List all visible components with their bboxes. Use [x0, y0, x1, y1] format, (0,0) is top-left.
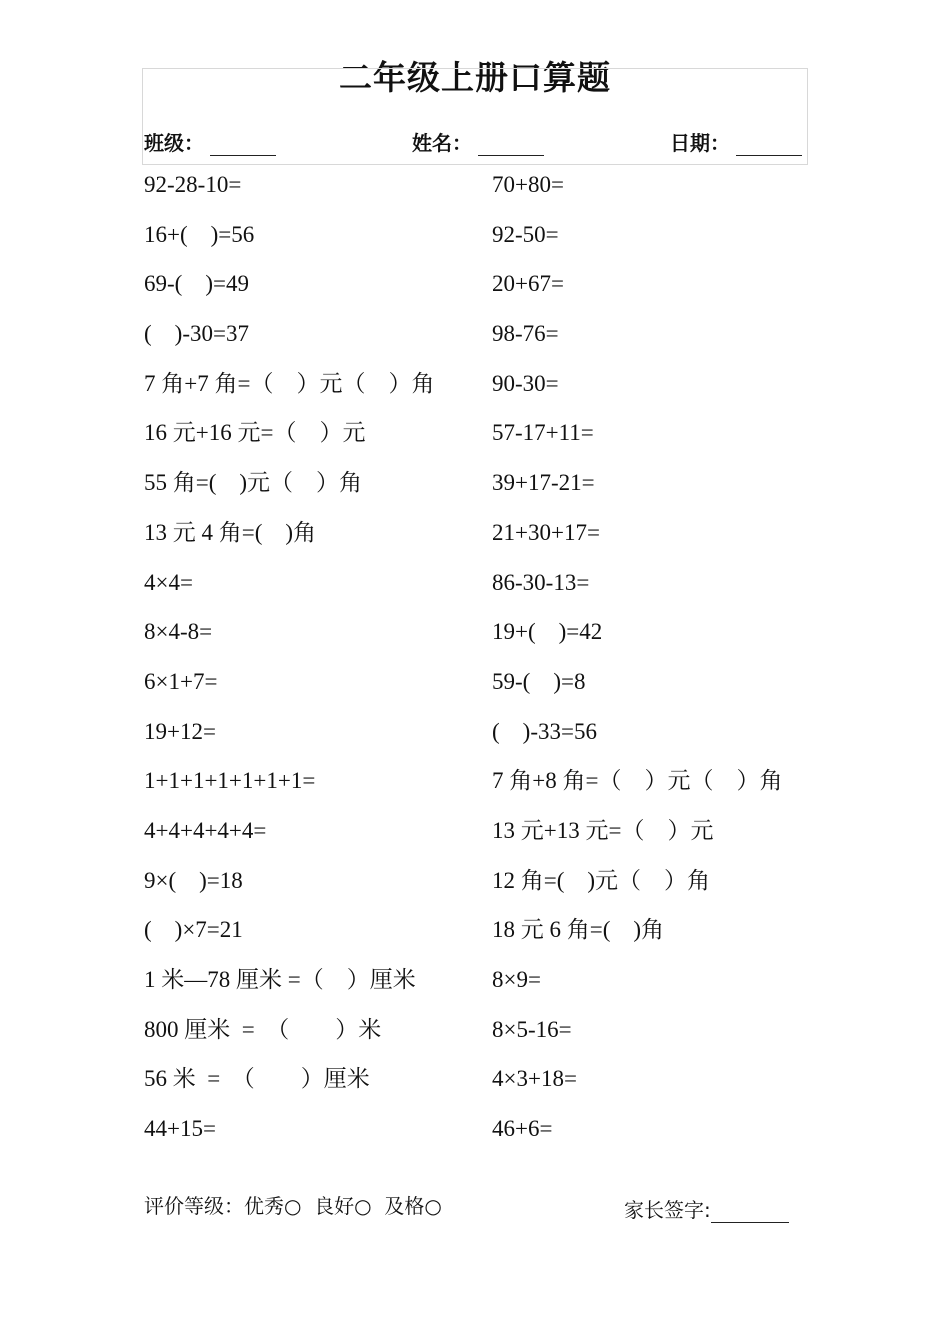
date-blank[interactable]	[736, 125, 802, 156]
class-blank[interactable]	[210, 125, 276, 156]
problem-right-16: 18 元 6 角=( )角	[492, 917, 665, 943]
problem-left-4: ( )-30=37	[144, 321, 249, 347]
signature-blank[interactable]	[711, 1190, 789, 1223]
problem-left-7: 55 角=( )元（ ）角	[144, 470, 363, 496]
problem-right-5: 90-30=	[492, 370, 559, 396]
problem-left-15: 9×( )=18	[144, 867, 243, 893]
name-label: 姓名：	[412, 131, 472, 155]
problem-right-10: 19+( )=42	[492, 619, 603, 645]
name-blank[interactable]	[478, 125, 544, 156]
problem-left-1: 92-28-10=	[144, 172, 242, 197]
problem-left-17: 1 米—78 厘米 =（ ）厘米	[144, 967, 416, 992]
problem-left-13: 1+1+1+1+1+1+1=	[144, 768, 316, 794]
problem-right-15: 12 角=( )元（ ）角	[492, 867, 711, 893]
problem-left-9: 4×4=	[144, 569, 193, 595]
problem-left-3: 69-( )=49	[144, 271, 249, 297]
rating-section	[144, 1190, 442, 1219]
problem-right-1: 70+80=	[492, 172, 564, 197]
problem-left-19: 56 米 = （ ）厘米	[144, 1066, 370, 1092]
problem-left-2: 16+( )=56	[144, 221, 255, 247]
signature-label: 家长签字:	[624, 1198, 711, 1222]
class-label: 班级：	[144, 131, 204, 155]
problem-right-20: 46+6=	[492, 1116, 553, 1142]
problem-right-6: 57-17+11=	[492, 420, 594, 446]
problem-right-18: 8×5-16=	[492, 1016, 572, 1042]
problem-right-9: 86-30-13=	[492, 569, 590, 595]
problem-left-11: 6×1+7=	[144, 668, 218, 694]
problem-column-right	[492, 168, 782, 1162]
problem-left-14: 4+4+4+4+4=	[144, 817, 267, 843]
problem-left-20: 44+15=	[144, 1116, 216, 1142]
date-label: 日期：	[670, 131, 730, 155]
rating-label: 评价等级：优秀○ 良好○ 及格○	[144, 1194, 442, 1218]
problem-right-7: 39+17-21=	[492, 470, 595, 496]
problem-right-14: 13 元+13 元=（ ）元	[492, 817, 714, 843]
problem-left-18: 800 厘米 = （ ）米	[144, 1016, 382, 1042]
problem-left-16: ( )×7=21	[144, 917, 243, 943]
page-title: 二年级上册口算题	[339, 58, 611, 97]
signature-section	[624, 1190, 789, 1223]
problem-left-6: 16 元+16 元=（ ）元	[144, 420, 366, 446]
problem-column-left	[144, 168, 434, 1162]
problem-left-12: 19+12=	[144, 718, 216, 744]
problem-right-19: 4×3+18=	[492, 1066, 577, 1092]
problem-left-10: 8×4-8=	[144, 619, 213, 645]
name-field	[412, 125, 544, 156]
date-field	[670, 125, 802, 156]
problem-right-3: 20+67=	[492, 271, 564, 297]
problem-right-8: 21+30+17=	[492, 519, 600, 545]
problem-right-11: 59-( )=8	[492, 668, 586, 694]
problem-left-8: 13 元 4 角=( )角	[144, 519, 317, 545]
class-field	[144, 125, 276, 156]
problem-right-17: 8×9=	[492, 967, 541, 992]
problem-right-13: 7 角+8 角=（ ）元（ ）角	[492, 768, 783, 794]
problem-right-12: ( )-33=56	[492, 718, 597, 744]
problem-left-5: 7 角+7 角=（ ）元（ ）角	[144, 370, 435, 396]
problem-right-2: 92-50=	[492, 221, 559, 247]
problem-right-4: 98-76=	[492, 321, 559, 347]
